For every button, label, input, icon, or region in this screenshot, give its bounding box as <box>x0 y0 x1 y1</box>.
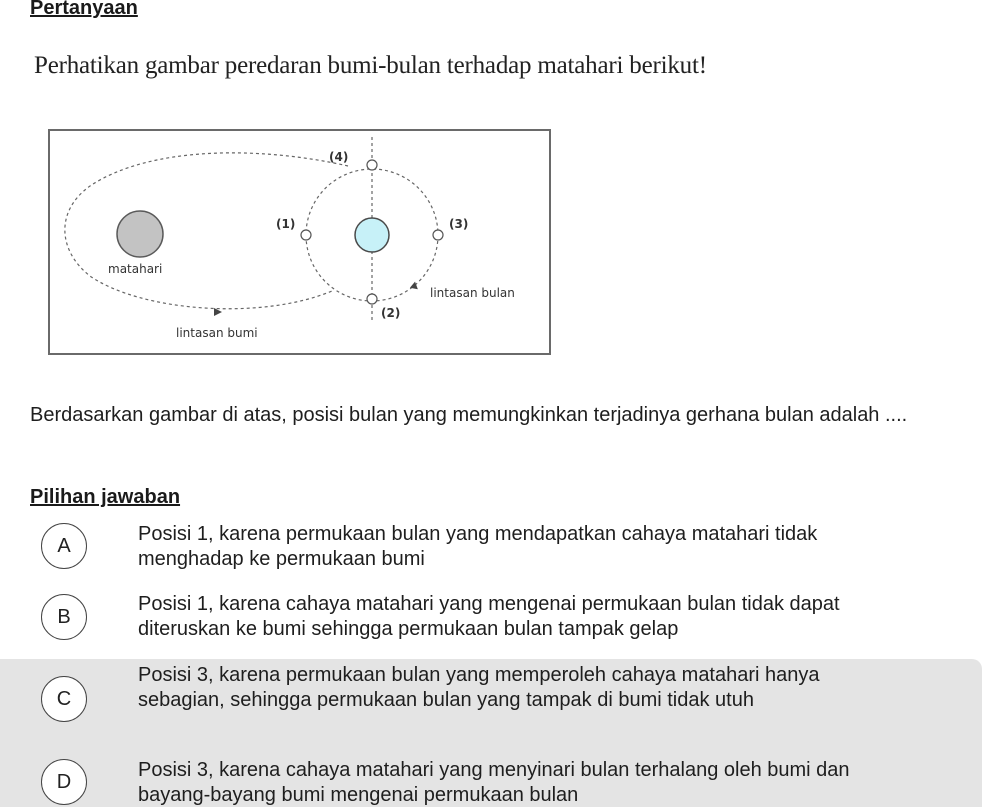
moon-position-1 <box>301 230 311 240</box>
earth-icon <box>355 218 389 252</box>
sun-label: matahari <box>108 262 163 276</box>
position-2-label: (2) <box>381 306 401 320</box>
option-b-radio[interactable]: B <box>41 594 87 640</box>
moon-position-4 <box>367 160 377 170</box>
orbit-diagram <box>48 129 551 355</box>
position-4-label: (4) <box>329 150 349 164</box>
moon-position-3 <box>433 230 443 240</box>
earth-orbit-label: lintasan bumi <box>176 326 258 340</box>
orbit-diagram-svg <box>50 131 553 357</box>
page-title: Pertanyaan <box>30 0 138 19</box>
moon-orbit-label: lintasan bulan <box>430 286 515 300</box>
option-d-radio[interactable]: D <box>41 759 87 805</box>
position-3-label: (3) <box>449 217 469 231</box>
option-c-radio[interactable]: C <box>41 676 87 722</box>
question-text: Berdasarkan gambar di atas, posisi bulan yang memungkinkan terjadinya gerhana bulan adalah .... <box>30 404 908 426</box>
option-c-text: Posisi 3, karena permukaan bulan yang memperoleh cahaya matahari hanya sebagian, sehingga permukaan bulan yang tampak di bumi tidak utuh <box>138 664 820 711</box>
option-a-text: Posisi 1, karena permukaan bulan yang mendapatkan cahaya matahari tidak menghadap ke permukaan bumi <box>138 523 818 570</box>
position-1-label: (1) <box>276 217 296 231</box>
option-a-radio[interactable]: A <box>41 523 87 569</box>
question-instruction: Perhatikan gambar peredaran bumi-bulan terhadap matahari berikut! <box>34 52 707 79</box>
option-d-text: Posisi 3, karena cahaya matahari yang menyinari bulan terhalang oleh bumi dan bayang-bayang bumi mengenai permukaan bulan <box>138 759 850 806</box>
moon-orbit-arrow <box>410 282 421 293</box>
sun-icon <box>117 211 163 257</box>
option-b-text: Posisi 1, karena cahaya matahari yang mengenai permukaan bulan tidak dapat diteruskan ke bumi sehingga permukaan bulan tampak gelap <box>138 593 840 640</box>
choices-title: Pilihan jawaban <box>30 486 181 508</box>
moon-position-2 <box>367 294 377 304</box>
